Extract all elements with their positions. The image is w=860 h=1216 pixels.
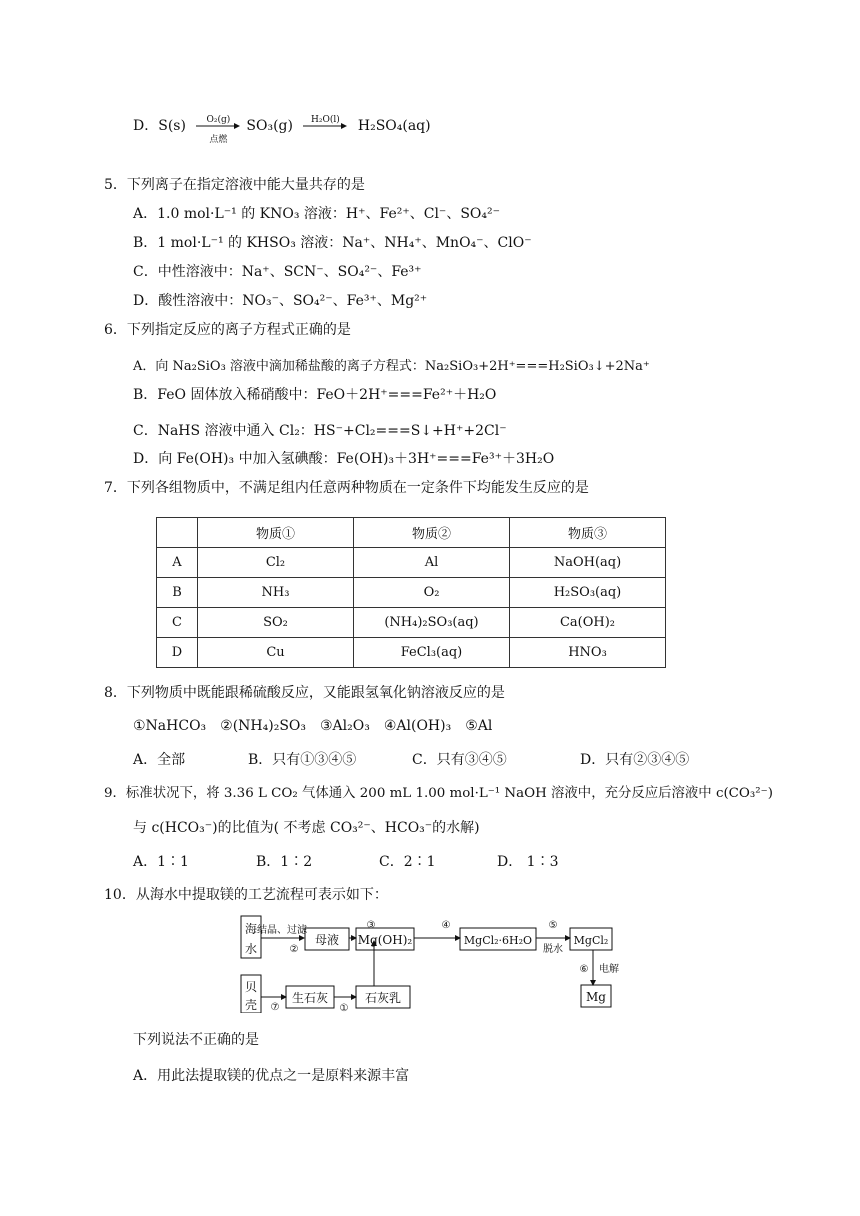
q8-option-a: A．全部 — [133, 752, 186, 768]
q9-option-d: D． 1∶3 — [497, 854, 559, 870]
table-header-cell: 物质② — [354, 518, 510, 548]
q4-d-end: H₂SO₄(aq) — [357, 118, 431, 134]
table-cell: Cl₂ — [198, 548, 354, 578]
shell-char2: 壳 — [244, 998, 258, 1012]
q5-option-a: A．1.0 mol·L⁻¹ 的 KNO₃ 溶液：H⁺、Fe²⁺、Cl⁻、SO₄²⁻ — [133, 206, 501, 222]
q6-option-c: C．NaHS 溶液中通入 Cl₂：HS⁻+Cl₂===S↓+H⁺+2Cl⁻ — [133, 423, 507, 439]
q9-option-b: B．1∶2 — [256, 854, 313, 870]
mg: Mg — [586, 990, 606, 1004]
arrow1-condition-bottom: 点燃 — [209, 135, 228, 145]
arrow2-condition-top: H₂O(l) — [311, 115, 340, 125]
table-cell: A — [157, 548, 198, 578]
q4-option-d — [133, 115, 431, 145]
q8-option-b: B．只有①③④⑤ — [248, 752, 357, 768]
q9-stem-line2: 与 c(HCO₃⁻)的比值为( 不考虑 CO₃²⁻、HCO₃⁻的水解) — [133, 820, 480, 836]
step1-num: ① — [339, 1003, 349, 1013]
quicklime: 生石灰 — [291, 991, 329, 1005]
q6-option-d: D．向 Fe(OH)₃ 中加入氢碘酸：Fe(OH)₃＋3H⁺===Fe³⁺＋3H₂O — [133, 451, 555, 467]
table-row — [157, 608, 666, 638]
step3-num: ③ — [366, 920, 376, 931]
q10-flow-diagram — [238, 913, 638, 1013]
table-cell: B — [157, 578, 198, 608]
q5-option-b: B．1 mol·L⁻¹ 的 KHSO₃ 溶液：Na⁺、NH₄⁺、MnO₄⁻、ClO⁻ — [133, 235, 532, 251]
lime-milk: 石灰乳 — [364, 991, 402, 1005]
table-header-cell: 物质③ — [510, 518, 666, 548]
step6-label: 电解 — [599, 964, 619, 975]
shell-char1: 贝 — [244, 980, 258, 994]
mgcl2: MgCl₂ — [573, 934, 609, 947]
step4-num: ④ — [441, 920, 451, 931]
table-cell: Cu — [198, 638, 354, 668]
q6-option-a: A．向 Na₂SiO₃ 溶液中滴加稀盐酸的离子方程式：Na₂SiO₃+2H⁺===H₂SiO₃↓+2Na⁺ — [133, 359, 650, 374]
q10-stem: 10．从海水中提取镁的工艺流程可表示如下： — [104, 887, 388, 903]
q4-d-letter: D． — [133, 118, 159, 134]
table-header-cell: 物质① — [198, 518, 354, 548]
q8-stem: 8．下列物质中既能跟稀硫酸反应，又能跟氢氧化钠溶液反应的是 — [104, 685, 505, 701]
q6-stem: 6．下列指定反应的离子方程式正确的是 — [104, 322, 351, 338]
q7-stem: 7．下列各组物质中，不满足组内任意两种物质在一定条件下均能发生反应的是 — [104, 480, 589, 496]
q8-option-c: C．只有③④⑤ — [412, 752, 507, 768]
table-header-row — [157, 518, 666, 548]
mother-liquor: 母液 — [314, 933, 340, 947]
q4-d-mid: SO₃(g) — [246, 118, 293, 134]
table-row — [157, 578, 666, 608]
table-cell: D — [157, 638, 198, 668]
q5-stem: 5．下列离子在指定溶液中能大量共存的是 — [104, 177, 365, 193]
q8-items: ①NaHCO₃ ②(NH₄)₂SO₃ ③Al₂O₃ ④Al(OH)₃ ⑤Al — [133, 718, 493, 734]
mgcl2-hydrate: MgCl₂·6H₂O — [463, 934, 533, 947]
q5-option-c: C．中性溶液中：Na⁺、SCN⁻、SO₄²⁻、Fe³⁺ — [133, 264, 422, 280]
q10-option-a: A．用此法提取镁的优点之一是原料来源丰富 — [133, 1068, 410, 1084]
table-cell: HNO₃ — [510, 638, 666, 668]
seawater-char2: 水 — [244, 942, 258, 956]
arrow1-condition-top: O₂(g) — [206, 115, 231, 125]
step5-label: 脱水 — [543, 944, 563, 955]
q5-option-d: D．酸性溶液中：NO₃⁻、SO₄²⁻、Fe³⁺、Mg²⁺ — [133, 293, 428, 309]
step5-num: ⑤ — [548, 920, 558, 931]
table-row — [157, 638, 666, 668]
table-cell: C — [157, 608, 198, 638]
table-cell: Ca(OH)₂ — [510, 608, 666, 638]
table-row — [157, 548, 666, 578]
q9-option-a: A．1∶1 — [133, 854, 189, 870]
q10-sub-stem: 下列说法不正确的是 — [133, 1032, 259, 1048]
reaction-arrow-2 — [303, 115, 347, 130]
step2-num: ② — [289, 944, 299, 955]
reaction-arrow-1 — [196, 115, 240, 145]
table-cell: (NH₄)₂SO₃(aq) — [354, 608, 510, 638]
mgoh2: Mg(OH)₂ — [357, 933, 413, 947]
q7-table — [156, 517, 666, 668]
table-cell: SO₂ — [198, 608, 354, 638]
table-cell: H₂SO₃(aq) — [510, 578, 666, 608]
table-cell: NH₃ — [198, 578, 354, 608]
table-cell: Al — [354, 548, 510, 578]
table-cell: O₂ — [354, 578, 510, 608]
step7-num: ⑦ — [270, 1002, 280, 1013]
table-cell: NaOH(aq) — [510, 548, 666, 578]
table-cell: FeCl₃(aq) — [354, 638, 510, 668]
step2-label: 结晶、过滤 — [257, 925, 307, 936]
q6-option-b: B．FeO 固体放入稀硝酸中：FeO＋2H⁺===Fe²⁺＋H₂O — [133, 387, 497, 403]
q9-option-c: C．2∶1 — [379, 854, 436, 870]
table-header-cell — [157, 518, 198, 548]
step6-num: ⑥ — [579, 964, 589, 975]
q9-stem-line1: 9．标准状况下，将 3.36 L CO₂ 气体通入 200 mL 1.00 mol·L⁻¹ NaOH 溶液中，充分反应后溶液中 c(CO₃²⁻) — [104, 786, 773, 801]
seawater-char1: 海 — [244, 922, 258, 936]
q8-option-d: D．只有②③④⑤ — [580, 752, 690, 768]
q4-d-start: S(s) — [158, 118, 186, 134]
